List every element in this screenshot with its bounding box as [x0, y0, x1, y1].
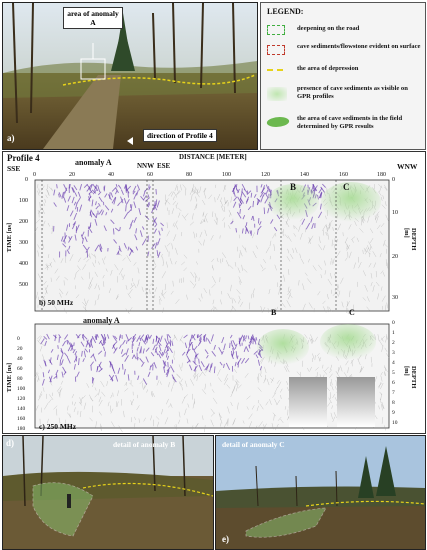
photo-d-letter: d): [6, 438, 15, 448]
photo-e-image: [216, 436, 425, 549]
sse-label: SSE: [7, 164, 21, 173]
c-time-tick: 20: [17, 346, 23, 352]
c-depth-tick: 4: [392, 360, 395, 366]
photo-e: [215, 435, 426, 550]
profile-panel: [2, 151, 426, 434]
c-depth-tick: 5: [392, 370, 395, 376]
x-tick-60: 60: [147, 172, 153, 178]
legend-swatch-gpr: [267, 87, 287, 101]
x-tick-100: 100: [222, 172, 231, 178]
c-depth-tick: 6: [392, 380, 395, 386]
c-time-tick: 0: [17, 336, 20, 342]
legend-swatch-sediments: [267, 45, 285, 55]
anomaly-a-callout: area of anomaly A: [63, 7, 123, 29]
photo-e-letter: e): [222, 534, 229, 544]
legend: [260, 2, 426, 150]
c-depth-label: DEPTH [m]: [403, 366, 417, 389]
photo-d: [2, 435, 214, 550]
c-time-tick: 160: [17, 416, 26, 422]
b-time-tick-300: 300: [19, 240, 28, 246]
x-tick-180: 180: [377, 172, 386, 178]
legend-label-sediments: cave sediments/flowstone evident on surface: [297, 43, 421, 50]
b-time-tick-500: 500: [19, 282, 28, 288]
b-time-tick-200: 200: [19, 219, 28, 225]
x-tick-20: 20: [69, 172, 75, 178]
c-depth-tick: 0: [392, 320, 395, 326]
c-label-top: C: [343, 182, 350, 192]
photo-a-image: [3, 3, 257, 149]
x-tick-80: 80: [186, 172, 192, 178]
b-depth-tick-30: 30: [392, 295, 398, 301]
c-depth-tick: 8: [392, 400, 395, 406]
c-depth-tick: 2: [392, 340, 395, 346]
x-tick-0: 0: [33, 172, 36, 178]
anomaly-a-label-b: anomaly A: [75, 158, 112, 167]
legend-label-depression: the area of depression: [297, 65, 359, 72]
b-time-tick-0: 0: [25, 177, 28, 183]
b-depth-label: DEPTH [m]: [403, 228, 417, 251]
c-time-tick: 100: [17, 386, 26, 392]
distance-label: DISTANCE [METER]: [179, 153, 247, 161]
c-caption: c) 250 MHz: [39, 422, 77, 431]
b-time-tick-100: 100: [19, 198, 28, 204]
x-tick-140: 140: [300, 172, 309, 178]
photo-e-caption: detail of anomaly C: [222, 440, 285, 449]
profile-title: Profile 4: [7, 153, 40, 163]
x-tick-160: 160: [339, 172, 348, 178]
b-time-label: TIME [ns]: [6, 222, 14, 253]
legend-label-gpr: presence of cave sediments as visible on GPR profiles: [297, 85, 408, 100]
legend-title: LEGEND:: [267, 7, 304, 16]
direction-label: direction of Profile 4: [143, 129, 217, 142]
b-label-c: B: [271, 308, 277, 317]
legend-swatch-road: [267, 25, 285, 35]
photo-a: [2, 2, 258, 150]
b-time-tick-400: 400: [19, 261, 28, 267]
c-time-tick: 120: [17, 396, 26, 402]
x-tick-120: 120: [261, 172, 270, 178]
b-depth-tick-10: 10: [392, 210, 398, 216]
ese-label: ESE: [157, 162, 171, 170]
c-depth-tick: 3: [392, 350, 395, 356]
c-depth-tick: 9: [392, 410, 395, 416]
c-time-tick: 80: [17, 376, 23, 382]
c-time-tick: 40: [17, 356, 23, 362]
legend-label-road: deepening on the road: [297, 25, 360, 32]
c-time-tick: 180: [17, 426, 26, 432]
c-time-tick: 140: [17, 406, 26, 412]
b-label-top: B: [290, 182, 297, 192]
legend-label-field: the area of cave sediments in the field determined by GPR results: [297, 115, 403, 130]
c-depth-tick: 7: [392, 390, 395, 396]
anomaly-a-label-c: anomaly A: [83, 316, 120, 325]
c-depth-tick: 10: [392, 420, 398, 426]
photo-d-image: [3, 436, 213, 549]
photo-d-caption: detail of anomaly B: [113, 440, 176, 449]
c-depth-tick: 1: [392, 330, 395, 336]
c-label-c: C: [349, 308, 355, 317]
b-caption: b) 50 MHz: [39, 298, 74, 307]
b-depth-tick-20: 20: [392, 254, 398, 260]
panel-a-letter: a): [7, 133, 15, 143]
c-time-label: TIME [ns]: [6, 362, 14, 393]
legend-swatch-depression: [267, 69, 283, 71]
x-tick-40: 40: [108, 172, 114, 178]
profile-figure: [3, 152, 425, 433]
wnw-label: WNW: [397, 162, 418, 171]
b-depth-tick-0: 0: [392, 177, 395, 183]
legend-swatch-field: [265, 117, 291, 127]
c-time-tick: 60: [17, 366, 23, 372]
nnw-label: NNW: [137, 162, 155, 170]
